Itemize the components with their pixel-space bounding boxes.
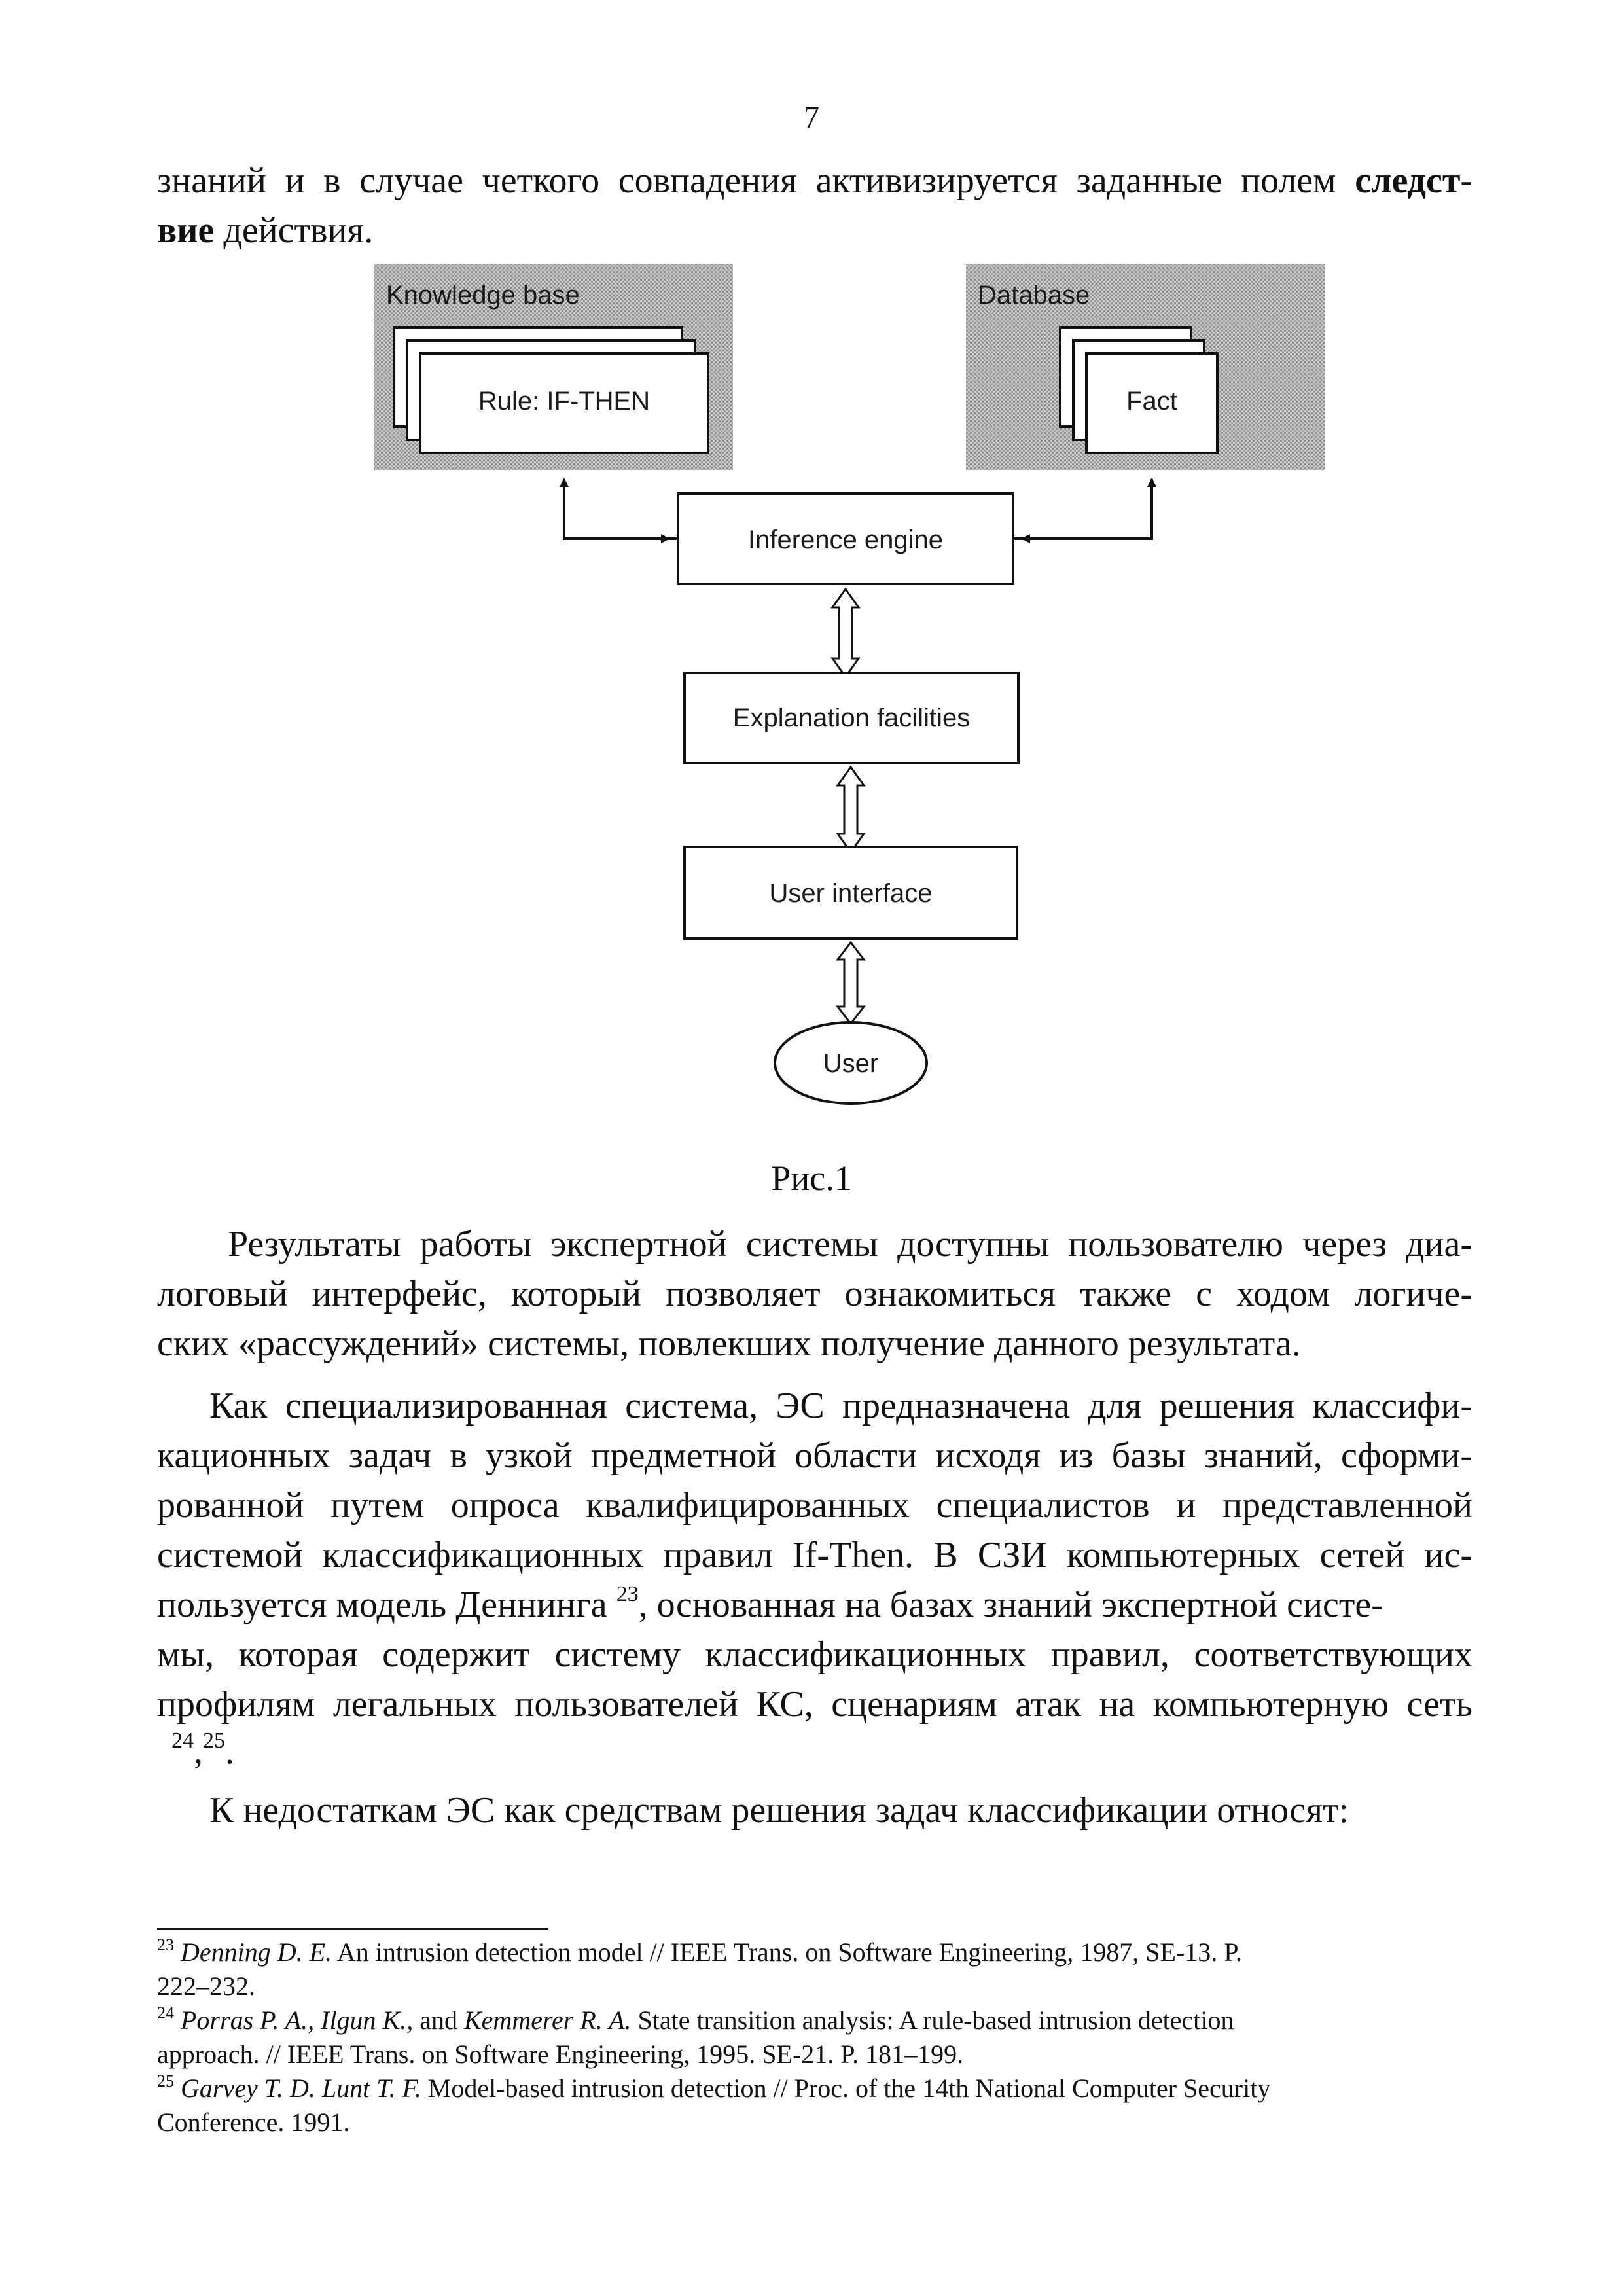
inference-engine-label: Inference engine	[747, 526, 944, 554]
double-arrow-explanation-ui	[838, 767, 864, 852]
user-label: User	[823, 1049, 879, 1078]
footnote-23-number: 23	[157, 1935, 174, 1954]
p2-line-8	[171, 1727, 1487, 1776]
page-number: 7	[804, 100, 819, 135]
footnote-25-line-1	[157, 2072, 1472, 2105]
footnote-24-author2: Kemmerer R. A.	[464, 2005, 632, 2035]
footnote-24-and: and	[413, 2005, 464, 2035]
knowledge-base-panel	[374, 264, 733, 470]
footnote-23-line-1	[157, 1936, 1472, 1969]
intro-bold-term-end: вие	[157, 210, 215, 251]
footnote-25-line-2: Conference. 1991.	[157, 2108, 350, 2137]
p2-line-5-a: пользуется модель Деннинга	[157, 1585, 616, 1625]
kb-connector	[564, 479, 678, 539]
footnote-25-number: 25	[157, 2072, 174, 2090]
footnote-24-authors: Porras P. A., Ilgun K.,	[181, 2005, 414, 2035]
footnote-separator	[157, 1928, 548, 1930]
database-label: Database	[978, 281, 1090, 310]
double-arrow-inference-explanation	[832, 589, 859, 677]
explanation-facilities-label: Explanation facilities	[732, 704, 971, 732]
p3-line-1: К недостаткам ЭС как средствам решения задач классификации относят:	[209, 1790, 1349, 1831]
p2-line-5-b: , основанная на базах знаний экспертной систе-	[638, 1585, 1383, 1625]
footnote-25-text: Model-based intrusion detection // Proc. of the 14th National Computer Security	[421, 2073, 1271, 2103]
explanation-facilities-box	[685, 673, 1018, 763]
inference-engine-box	[678, 493, 1013, 584]
user-interface-box	[685, 847, 1017, 939]
footnote-ref-24: 24	[171, 1729, 194, 1753]
footnote-25-author: Garvey T. D. Lunt T. F.	[181, 2073, 421, 2103]
footnote-ref-25: 25	[203, 1729, 225, 1753]
database-panel	[966, 264, 1325, 470]
footnote-ref-23: 23	[616, 1582, 639, 1606]
fact-box-label: Fact	[1126, 387, 1177, 416]
p2-line-8-period: .	[225, 1731, 234, 1772]
footnote-23-text: An intrusion detection model // IEEE Trans. on Software Engineering, 1987, SE-13. P.	[332, 1937, 1243, 1967]
figure-caption: Рис.1	[771, 1158, 852, 1198]
double-arrow-ui-user	[838, 942, 864, 1024]
db-connector	[1013, 479, 1152, 539]
footnote-24-line-2: approach. // IEEE Trans. on Software Engineering, 1995. SE-21. P. 181–199.	[157, 2039, 964, 2069]
intro-bold-term: следст-	[1355, 160, 1472, 201]
p2-line-2: кационных задач в узкой предметной области исходя из базы знаний, сформи-	[157, 1435, 1472, 1476]
p2-line-5	[157, 1580, 1472, 1630]
p2-line-6: мы, которая содержит систему классификационных правил, соответствующих	[157, 1634, 1472, 1675]
p1-line-1: Результаты работы экспертной системы доступны пользователю через диа-	[228, 1224, 1472, 1265]
p2-line-8-comma: ,	[194, 1731, 203, 1772]
p2-line-1: Как специализированная система, ЭС предназначена для решения классифи-	[209, 1386, 1472, 1426]
p1-line-3: ских «рассуждений» системы, повлекших получение данного результата.	[157, 1323, 1301, 1364]
p2-line-3: рованной путем опроса квалифицированных специалистов и представленной	[157, 1485, 1472, 1526]
footnote-24-line-1	[157, 2004, 1472, 2037]
p2-line-4: системой классификационных правил If-Then. В СЗИ компьютерных сетей ис-	[157, 1535, 1472, 1575]
user-interface-label: User interface	[769, 879, 933, 908]
rule-box-label: Rule: IF-THEN	[478, 387, 651, 416]
expert-system-diagram	[0, 0, 1623, 1126]
knowledge-base-label: Knowledge base	[386, 281, 580, 310]
footnote-24-number: 24	[157, 2003, 174, 2022]
footnote-23-author: Denning D. E.	[181, 1937, 332, 1967]
p1-line-2: логовый интерфейс, который позволяет ознакомиться также с ходом логиче-	[157, 1274, 1472, 1314]
intro-text-end: действия.	[214, 210, 374, 251]
p2-line-7: профилям легальных пользователей КС, сценариям атак на компьютерную сеть	[157, 1684, 1472, 1725]
footnote-23-line-2: 222–232.	[157, 1971, 255, 2001]
intro-text: знаний и в случае четкого совпадения активизируется заданные полем	[157, 160, 1355, 201]
footnote-24-text: State transition analysis: A rule-based intrusion detection	[631, 2005, 1234, 2035]
user-node	[775, 1022, 927, 1103]
